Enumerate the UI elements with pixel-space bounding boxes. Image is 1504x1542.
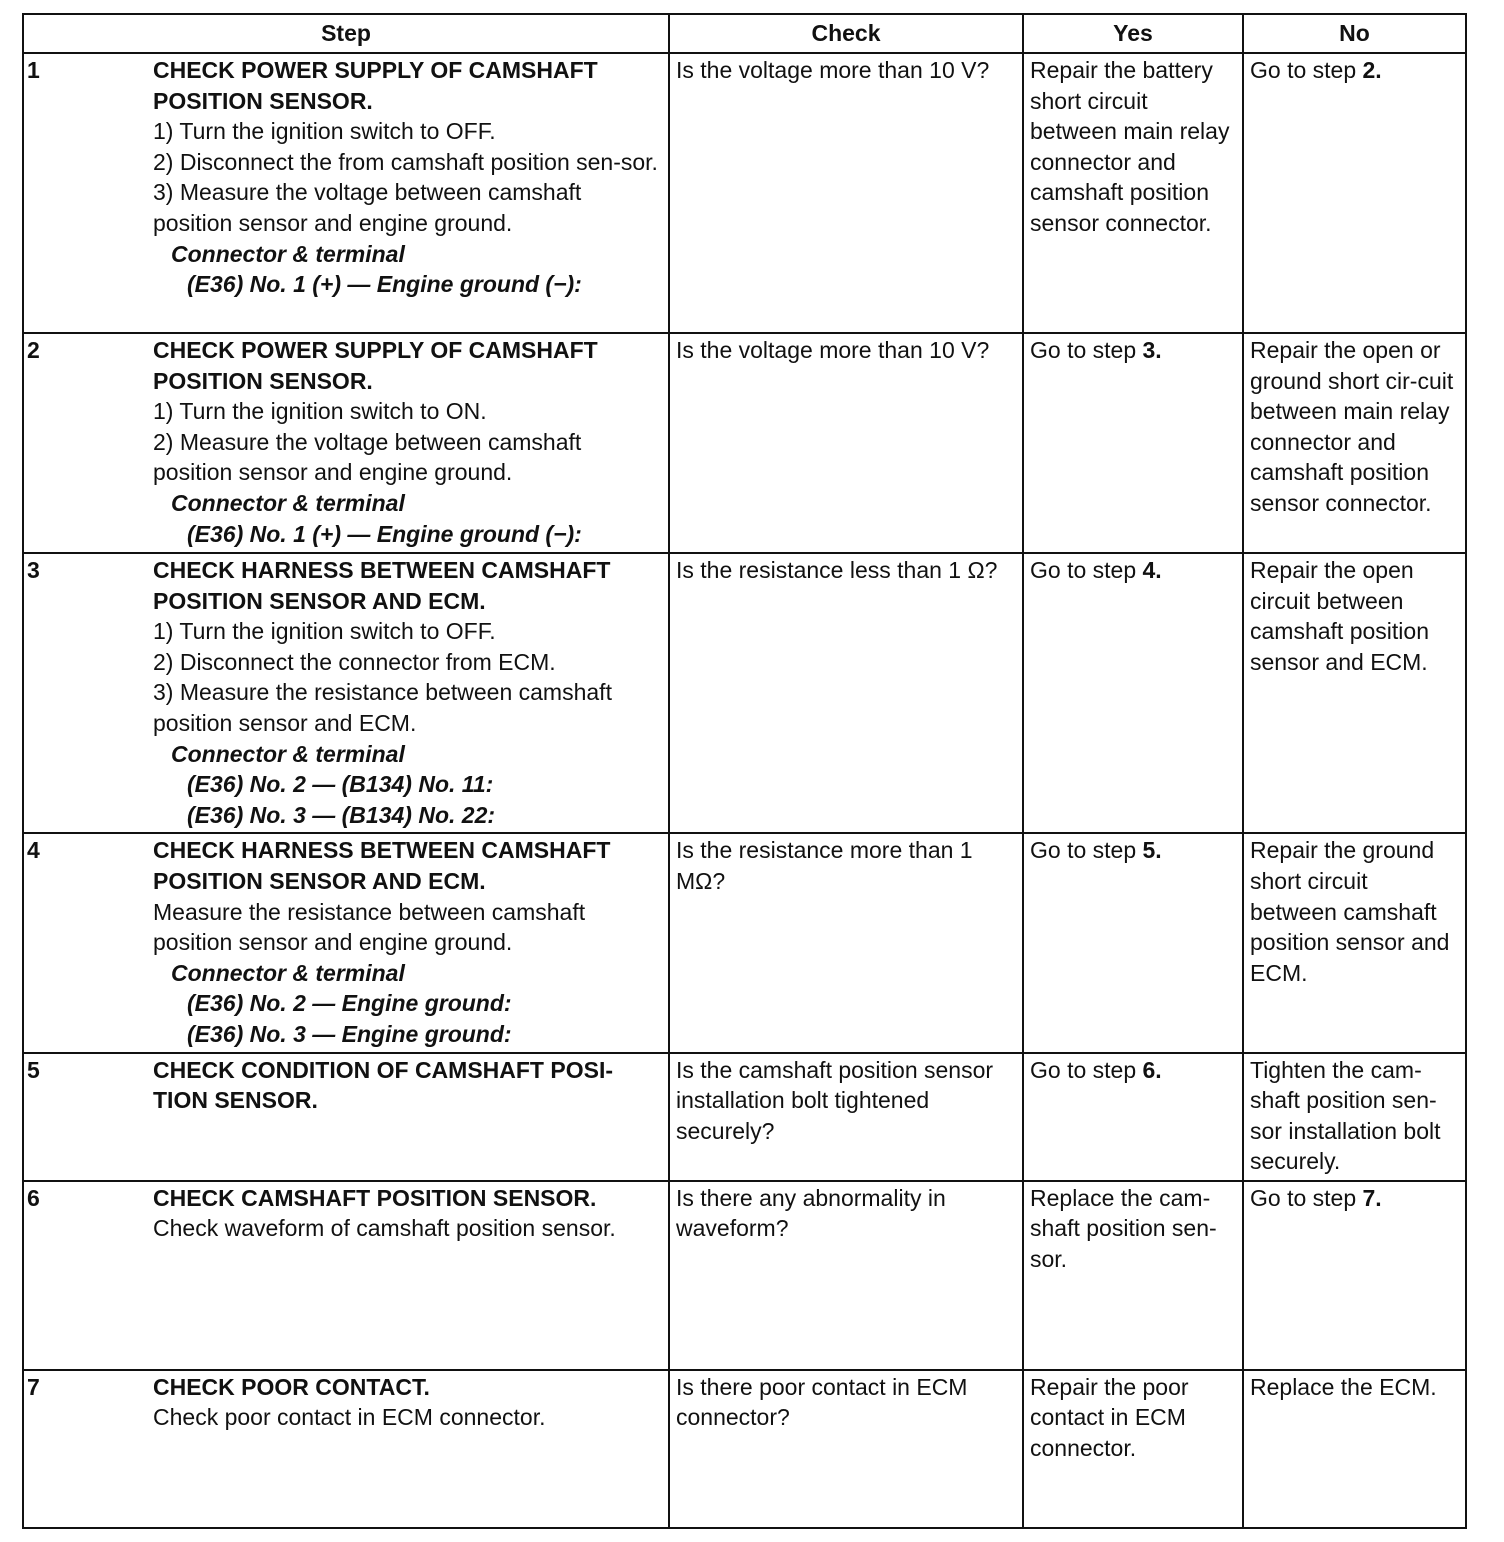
step-number: 7 [23,1370,147,1528]
goto-step: 5. [1142,837,1162,864]
yes-cell [1023,553,1243,833]
table-row [23,553,1466,833]
step-number: 6 [23,1181,147,1370]
step-instruction: 2) Disconnect the connector from ECM. [153,648,556,675]
goto-text: Go to step [1030,1056,1143,1083]
step-instruction: Check waveform of camshaft position sensor. [153,1215,616,1242]
header-row [23,14,1466,53]
no-cell [1243,53,1466,333]
step-cell [147,53,669,333]
goto-step: 3. [1142,337,1162,363]
check-cell: Is there poor contact in ECM connector? [669,1370,1023,1528]
terminal-spec: (E36) No. 1 (+) — Engine ground (−): [187,271,582,298]
step-instruction: Measure the resistance between camshaft position sensor and engine ground. [153,898,586,956]
no-cell: Repair the open circuit between camshaft position sensor and ECM. [1243,553,1466,833]
step-instruction: 1) Turn the ignition switch to OFF. [153,118,496,145]
check-cell: Is the voltage more than 10 V? [669,333,1023,553]
step-title: CHECK CONDITION OF CAMSHAFT POSI-TION SENSOR. [153,1056,613,1114]
header-step: Step [23,14,669,53]
goto-text: Go to step [1030,337,1143,363]
check-cell: Is the voltage more than 10 V? [669,53,1023,333]
terminal-spec: (E36) No. 1 (+) — Engine ground (−): [187,520,582,547]
yes-cell [1023,1053,1243,1181]
step-instruction: 2) Disconnect the from camshaft position sen-sor. [153,148,658,175]
connector-label: Connector & terminal [171,959,405,986]
check-cell: Is the resistance more than 1 MΩ? [669,833,1023,1052]
yes-cell: Repair the poor contact in ECM connector. [1023,1370,1243,1528]
check-cell: Is the resistance less than 1 Ω? [669,553,1023,833]
step-number: 4 [23,833,147,1052]
terminal-spec: (E36) No. 2 — Engine ground: [187,990,512,1017]
step-cell [147,833,669,1052]
yes-cell: Repair the battery short circuit between main relay connector and camshaft position sensor connector. [1023,53,1243,333]
goto-text: Go to step [1030,557,1143,583]
no-cell: Repair the open or ground short cir-cuit between main relay connector and camshaft position sensor connector. [1243,333,1466,553]
step-instruction: 2) Measure the voltage between camshaft position sensor and engine ground. [153,428,582,486]
step-number: 1 [23,53,147,333]
step-number: 3 [23,553,147,833]
step-cell [147,1181,669,1370]
table-row [23,833,1466,1052]
step-cell [147,333,669,553]
step-title: CHECK HARNESS BETWEEN CAMSHAFT POSITION SENSOR AND ECM. [153,837,611,894]
diagnostic-table [22,13,1467,1529]
table-row [23,1181,1466,1370]
step-cell [147,1053,669,1181]
step-number: 5 [23,1053,147,1181]
step-title: CHECK POWER SUPPLY OF CAMSHAFT POSITION SENSOR. [153,337,598,394]
no-cell [1243,1181,1466,1370]
yes-cell: Replace the cam-shaft position sen-sor. [1023,1181,1243,1370]
step-title: CHECK HARNESS BETWEEN CAMSHAFT POSITION SENSOR AND ECM. [153,557,611,614]
goto-text: Go to step [1250,57,1363,83]
step-number: 2 [23,333,147,553]
table-row [23,333,1466,553]
yes-cell [1023,333,1243,553]
connector-label: Connector & terminal [171,489,405,516]
step-cell [147,553,669,833]
check-cell: Is the camshaft position sensor installation bolt tightened securely? [669,1053,1023,1181]
goto-step: 6. [1142,1056,1162,1083]
step-instruction: 1) Turn the ignition switch to ON. [153,398,487,425]
goto-step: 2. [1362,57,1382,83]
table-row [23,1053,1466,1181]
no-cell: Tighten the cam-shaft position sen-sor installation bolt securely. [1243,1053,1466,1181]
check-cell: Is there any abnormality in waveform? [669,1181,1023,1370]
header-yes: Yes [1023,14,1243,53]
step-instruction: 1) Turn the ignition switch to OFF. [153,618,496,645]
terminal-spec: (E36) No. 3 — (B134) No. 22: [187,801,496,828]
table-row [23,1370,1466,1528]
terminal-spec: (E36) No. 2 — (B134) No. 11: [187,771,494,798]
header-check: Check [669,14,1023,53]
no-cell: Repair the ground short circuit between camshaft position sensor and ECM. [1243,833,1466,1052]
header-no: No [1243,14,1466,53]
terminal-spec: (E36) No. 3 — Engine ground: [187,1020,512,1047]
goto-step: 7. [1362,1184,1382,1211]
table-row [23,53,1466,333]
step-title: CHECK POWER SUPPLY OF CAMSHAFT POSITION SENSOR. [153,57,598,114]
goto-text: Go to step [1250,1184,1363,1211]
connector-label: Connector & terminal [171,740,405,767]
no-cell: Replace the ECM. [1243,1370,1466,1528]
step-cell [147,1370,669,1528]
step-instruction: Check poor contact in ECM connector. [153,1404,546,1431]
goto-text: Go to step [1030,837,1143,864]
step-instruction: 3) Measure the voltage between camshaft position sensor and engine ground. [153,179,582,236]
step-title: CHECK CAMSHAFT POSITION SENSOR. [153,1184,597,1211]
yes-cell [1023,833,1243,1052]
step-title: CHECK POOR CONTACT. [153,1373,430,1400]
step-instruction: 3) Measure the resistance between camshaft position sensor and ECM. [153,679,612,736]
goto-step: 4. [1142,557,1162,583]
connector-label: Connector & terminal [171,240,405,267]
